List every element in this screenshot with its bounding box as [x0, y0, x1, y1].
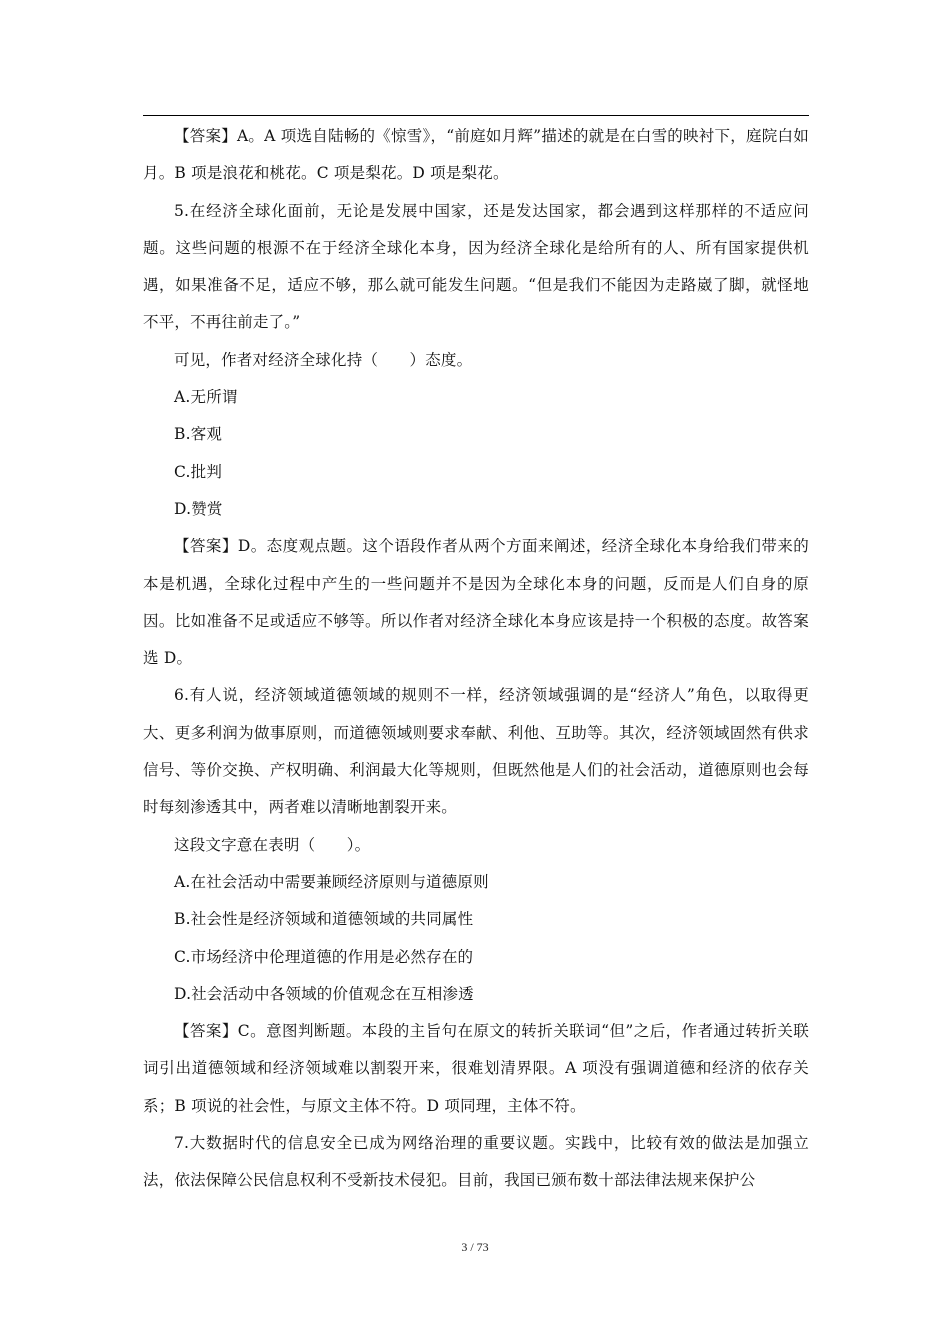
question-6-option-c: C.市场经济中伦理道德的作用是必然存在的 — [174, 947, 474, 966]
header-rule — [143, 115, 809, 116]
question-6-stem: 6.有人说，经济领域道德领域的规则不一样，经济领域强调的是“经济人”角色，以取得更大、更多利润为做事原则，而道德领域则要求奉献、利他、互助等。其次，经济领域固然有供求信号、等价交换、产权明确、利润最大化等规则，但既然他是人们的社会活动，道德原则也会每时每刻渗透其中，两者难以清晰地割裂开来。 — [143, 686, 809, 817]
question-5-option-a: A.无所谓 — [174, 388, 238, 407]
question-6-option-d: D.社会活动中各领域的价值观念在互相渗透 — [174, 984, 474, 1003]
question-5-option-b: B.客观 — [174, 425, 223, 444]
question-5-option-d: D.赞赏 — [174, 499, 223, 518]
question-6-answer: 【答案】C。意图判断题。本段的主旨句在原文的转折关联词“但”之后，作者通过转折关联词引出道德领域和经济领域难以割裂开来，很难划清界限。A 项没有强调道德和经济的依存关系；B 项说的社会性，与原文主体不符。D 项同理，主体不符。 — [143, 1022, 809, 1115]
answer-paragraph: 【答案】A。A 项选自陆畅的《惊雪》，“前庭如月辉”描述的就是在白雪的映衬下，庭院白如月。B 项是浪花和桃花。C 项是梨花。D 项是梨花。 — [143, 127, 809, 183]
document-body — [143, 118, 809, 1200]
question-5-stem: 5.在经济全球化面前，无论是发展中国家，还是发达国家，都会遇到这样那样的不适应问题。这些问题的根源不在于经济全球化本身，因为经济全球化是给所有的人、所有国家提供机遇，如果准备不足，适应不够，那么就可能发生问题。“但是我们不能因为走路崴了脚，就怪地不平，不再往前走了。” — [143, 201, 809, 332]
question-7-stem: 7.大数据时代的信息安全已成为网络治理的重要议题。实践中，比较有效的做法是加强立法，依法保障公民信息权利不受新技术侵犯。目前，我国已颁布数十部法律法规来保护公 — [143, 1134, 809, 1190]
page-number: 3 / 73 — [461, 1240, 489, 1254]
question-6-option-b: B.社会性是经济领域和道德领域的共同属性 — [174, 910, 474, 929]
question-6-option-a: A.在社会活动中需要兼顾经济原则与道德原则 — [174, 872, 489, 891]
question-5-prompt: 可见，作者对经济全球化持（ ）态度。 — [174, 350, 473, 369]
question-5-answer: 【答案】D。态度观点题。这个语段作者从两个方面来阐述，经济全球化本身给我们带来的本是机遇，全球化过程中产生的一些问题并不是因为全球化本身的问题，反而是人们自身的原因。比如准备不足或适应不够等。所以作者对经济全球化本身应该是持一个积极的态度。故答案选 D。 — [143, 537, 809, 668]
question-5-option-c: C.批判 — [174, 462, 223, 481]
question-6-prompt: 这段文字意在表明（ ）。 — [174, 835, 371, 854]
